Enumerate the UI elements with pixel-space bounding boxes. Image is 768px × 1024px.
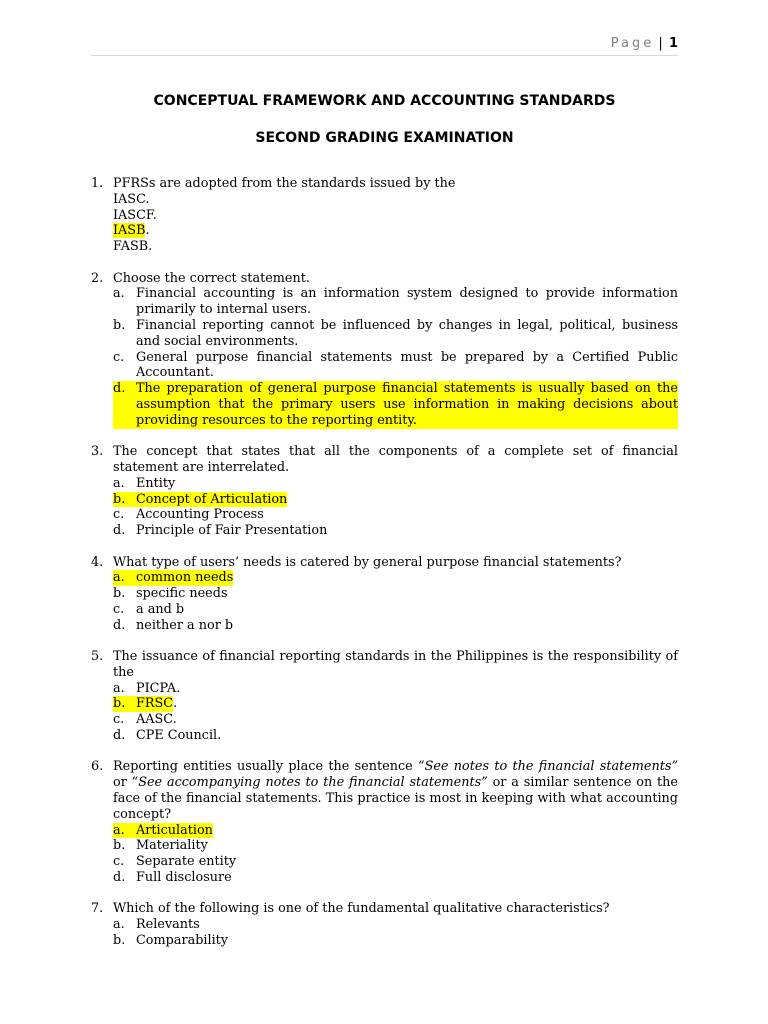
answer-option-correct: b. FRSC. (113, 696, 178, 712)
answer-option-correct: IASB. (113, 223, 150, 239)
answer-option-correct: b. Concept of Articulation (113, 491, 288, 507)
page-number: 1 (668, 36, 678, 51)
answer-option: c. Accounting Process (113, 507, 264, 523)
question-stem: The issuance of financial reporting standards in the Philippines is the responsibility of the (113, 649, 678, 680)
answer-highlight: IASB (113, 223, 146, 239)
question-5 (91, 649, 678, 744)
answer-option: a. Financial accounting is an information system designed to provide information primarily to internal users. (113, 286, 678, 318)
answer-option-correct: d. The preparation of general purpose financial statements is usually based on the assumption that the primary users use information in making decisions about providing resources to the reporting entity. (113, 381, 678, 428)
answer-option: a. Entity (113, 475, 176, 491)
question-number: 2. (91, 270, 104, 286)
answer-option: c. General purpose financial statements must be prepared by a Certified Public Accountant. (113, 349, 678, 381)
question-1 (91, 176, 678, 255)
answer-option: b. specific needs (113, 586, 228, 602)
answer-option: b. Financial reporting cannot be influenced by changes in legal, political, business and social environments. (113, 317, 678, 349)
answer-option: a. PICPA. (113, 680, 181, 696)
answer-highlight: Concept of Articulation (136, 491, 288, 507)
answer-option: c. a and b (113, 601, 185, 617)
question-number: 3. (91, 444, 104, 460)
question-stem: The concept that states that all the components of a complete set of financial statement are interrelated. (113, 444, 678, 475)
answer-option: IASC. (113, 191, 150, 207)
question-list (91, 176, 678, 964)
answer-option: d. CPE Council. (113, 728, 222, 744)
page-label: Page (610, 36, 655, 51)
answer-option: a. Relevants (113, 917, 200, 933)
answer-option: b. Comparability (113, 933, 229, 949)
answer-option: IASCF. (113, 207, 157, 223)
question-4 (91, 555, 678, 634)
answer-option-correct: a. common needs (113, 570, 234, 586)
answer-option: d. Full disclosure (113, 870, 232, 886)
page-header (91, 36, 678, 51)
answer-option: FASB. (113, 239, 153, 255)
answer-option: b. Materiality (113, 838, 208, 854)
document-title: CONCEPTUAL FRAMEWORK AND ACCOUNTING STANDARDS (153, 93, 616, 109)
question-number: 1. (91, 176, 104, 191)
answer-option: d. Principle of Fair Presentation (113, 523, 328, 539)
document-subtitle: SECOND GRADING EXAMINATION (255, 130, 514, 146)
question-2 (91, 271, 678, 429)
answer-option-correct: a. Articulation (113, 822, 213, 838)
question-number: 6. (91, 759, 104, 775)
question-number: 5. (91, 649, 104, 665)
question-7 (91, 901, 678, 948)
question-stem: Reporting entities usually place the sentence “See notes to the financial statements” or “See accompanying notes to the financial statements” or a similar sentence on the face of the financial statements. This practice is most in keeping with what accounting concept? (113, 759, 679, 822)
question-6 (91, 759, 678, 885)
question-stem: Choose the correct statement. (113, 270, 310, 286)
answer-option: c. Separate entity (113, 854, 237, 870)
question-number: 4. (91, 554, 104, 570)
question-stem: PFRSs are adopted from the standards issued by the (113, 176, 456, 191)
question-3 (91, 444, 678, 539)
question-stem: What type of users’ needs is catered by general purpose financial statements? (113, 554, 622, 570)
question-stem: Which of the following is one of the fundamental qualitative characteristics? (113, 901, 610, 917)
answer-highlight: Articulation (136, 822, 213, 838)
page-separator: | (658, 36, 663, 51)
answer-highlight: FRSC (136, 696, 174, 712)
answer-option: d. neither a nor b (113, 617, 234, 633)
answer-option: c. AASC. (113, 712, 177, 728)
header-rule (91, 55, 678, 56)
question-number: 7. (91, 901, 104, 917)
answer-highlight: common needs (136, 570, 234, 586)
